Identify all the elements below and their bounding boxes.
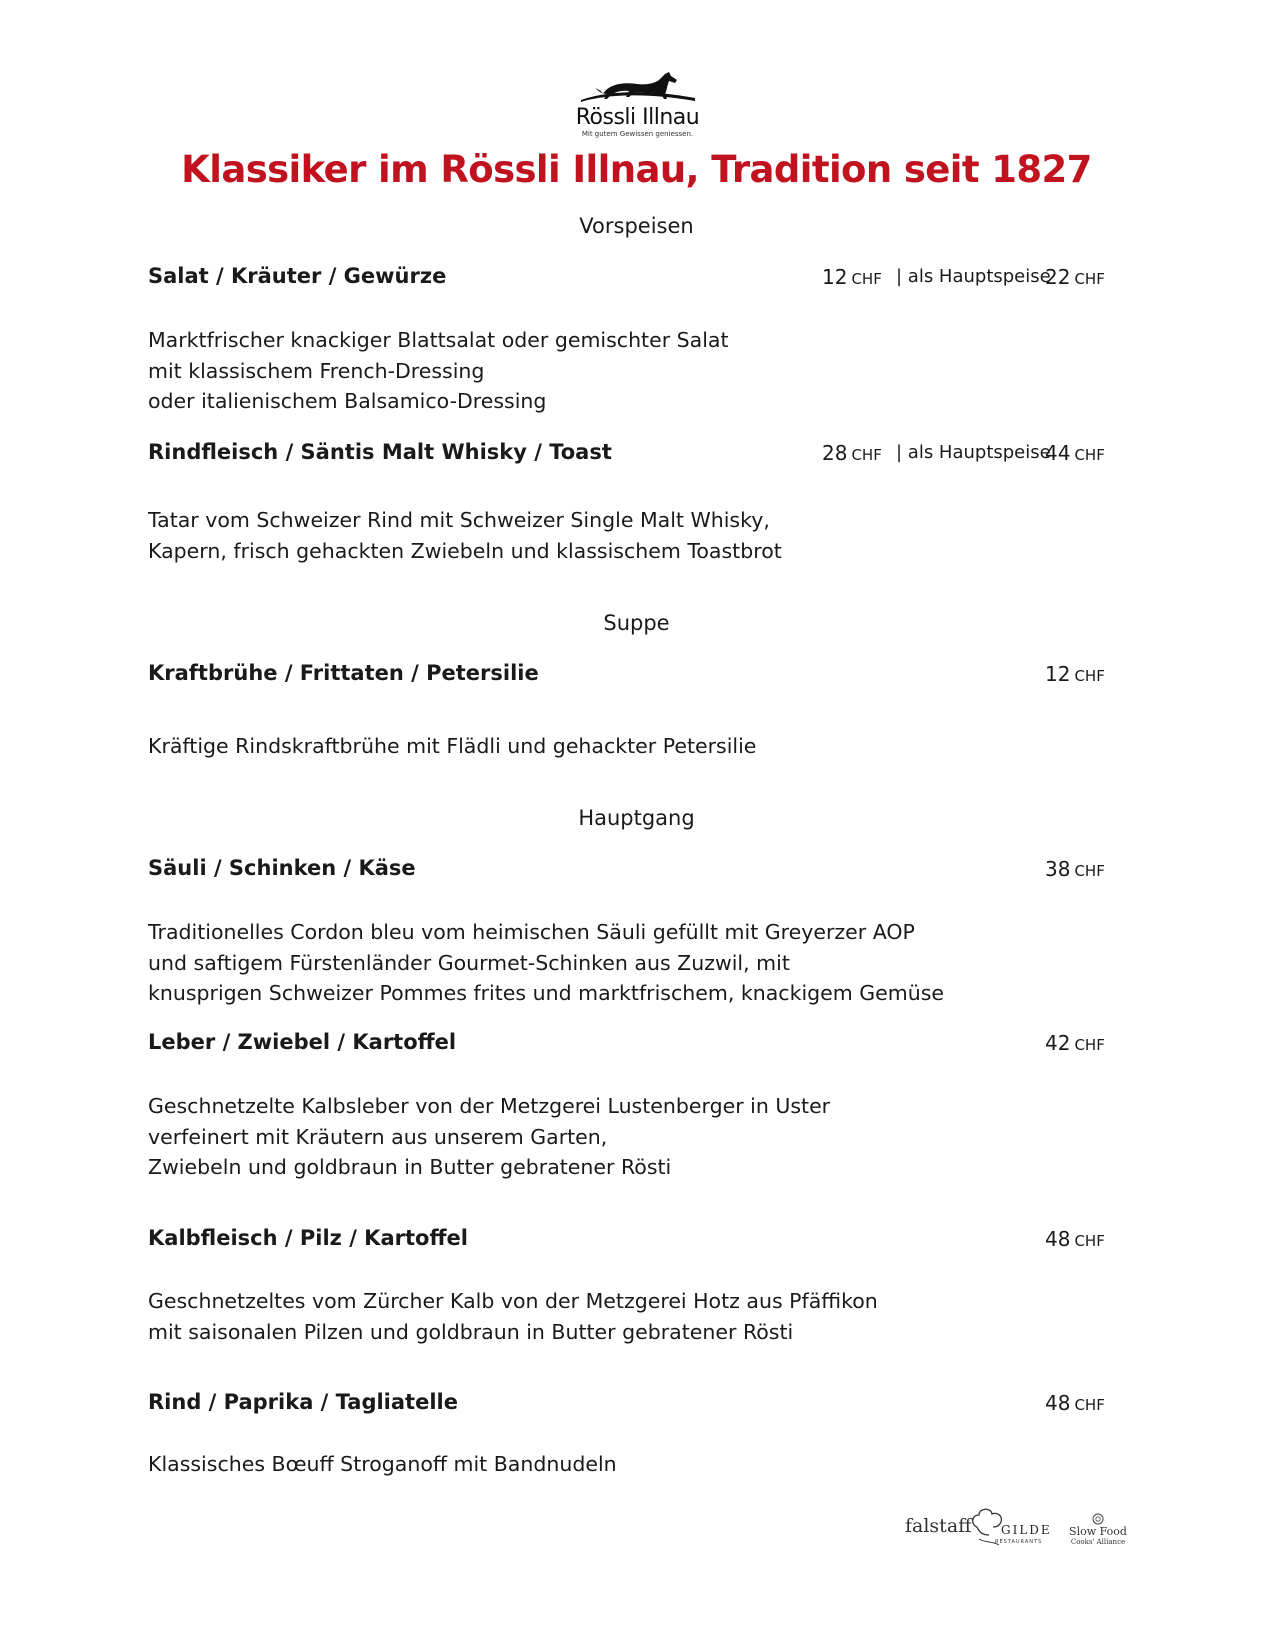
logo-tagline: Mit gutem Gewissen geniessen. [581,130,694,138]
slowfood-text: Slow Food [1069,1525,1127,1538]
dish-description [148,731,756,762]
partner-badges [905,1505,1130,1555]
price-value: 48 [1045,1391,1071,1415]
dish-description [148,1286,878,1347]
description-line: oder italienischem Balsamico-Dressing [148,389,547,413]
description-line: Zwiebeln und goldbraun in Butter gebratener Rösti [148,1155,672,1179]
dish-price [1045,662,1105,686]
section-heading-vorspeisen: Vorspeisen [579,214,694,238]
dish-price [822,265,882,289]
description-line: Traditionelles Cordon bleu vom heimischen Säuli gefüllt mit Greyerzer AOP [148,920,915,944]
gilde-logo [971,1505,1057,1553]
dish-title: Leber / Zwiebel / Kartoffel [148,1030,457,1054]
main-course-label: | als Hauptspeise [896,442,1051,463]
main-course-price [1045,441,1105,465]
dish-title: Säuli / Schinken / Käse [148,856,416,880]
description-line: mit saisonalen Pilzen und goldbraun in Butter gebratener Rösti [148,1319,794,1344]
dish-title: Salat / Kräuter / Gewürze [148,264,447,288]
currency-label: CHF [1074,270,1105,288]
currency-label: CHF [851,270,882,288]
dish-price [1045,1391,1105,1415]
description-line: Kapern, frisch gehackten Zwiebeln und klassischem Toastbrot [148,538,782,563]
snail-icon [1091,1513,1105,1525]
horse-icon [573,70,703,108]
currency-label: CHF [1074,667,1105,685]
price-value: 48 [1045,1227,1071,1251]
dish-description [148,505,782,566]
description-line: Geschnetzeltes vom Zürcher Kalb von der Metzgerei Hotz aus Pfäffikon [148,1289,878,1313]
dish-description [148,325,729,417]
price-value: 42 [1045,1031,1071,1055]
dish-price [1045,857,1105,881]
currency-label: CHF [1074,446,1105,464]
description-line: Klassisches Bœuff Stroganoff mit Bandnudeln [148,1452,617,1476]
main-course-price [1045,265,1105,289]
restaurant-logo [570,70,705,139]
gilde-text: GILDE [1001,1523,1052,1537]
section-heading-hauptgang: Hauptgang [578,806,695,830]
falstaff-logo: falstaff [905,1515,972,1537]
price-value: 28 [822,441,848,465]
dish-price [822,441,882,465]
section-heading-suppe: Suppe [603,611,670,635]
main-course-label: | als Hauptspeise [896,266,1051,287]
price-value: 44 [1045,441,1071,465]
description-line: knusprigen Schweizer Pommes frites und marktfrischem, knackigem Gemüse [148,981,944,1005]
dish-price [1045,1031,1105,1055]
gilde-subtext: RESTAURANTS [995,1539,1043,1545]
description-line: verfeinert mit Kräutern aus unserem Garten, [148,1124,608,1149]
dish-description [148,1091,830,1183]
currency-label: CHF [1074,1232,1105,1250]
description-line: mit klassischem French-Dressing [148,358,485,383]
description-line: Kräftige Rindskraftbrühe mit Flädli und gehackter Petersilie [148,734,757,758]
currency-label: CHF [1074,1396,1105,1414]
logo-name: Rössli Illnau [575,105,700,130]
description-line: und saftigem Fürstenländer Gourmet-Schinken aus Zuzwil, mit [148,950,790,975]
dish-title: Rind / Paprika / Tagliatelle [148,1390,458,1414]
dish-title: Kraftbrühe / Frittaten / Petersilie [148,661,539,685]
slowfood-logo [1065,1511,1131,1546]
slowfood-subtext: Cooks' Alliance [1070,1538,1126,1546]
description-line: Geschnetzelte Kalbsleber von der Metzgerei Lustenberger in Uster [148,1094,831,1118]
price-value: 12 [822,265,848,289]
dish-price [1045,1227,1105,1251]
price-value: 38 [1045,857,1071,881]
price-value: 22 [1045,265,1071,289]
price-value: 12 [1045,662,1071,686]
dish-title: Kalbfleisch / Pilz / Kartoffel [148,1226,468,1250]
page-title: Klassiker im Rössli Illnau, Tradition seit 1827 [181,148,1092,191]
currency-label: CHF [1074,1036,1105,1054]
description-line: Marktfrischer knackiger Blattsalat oder gemischter Salat [148,328,729,352]
dish-description [148,917,944,1009]
dish-description [148,1449,617,1480]
dish-title: Rindfleisch / Säntis Malt Whisky / Toast [148,440,612,464]
currency-label: CHF [1074,862,1105,880]
currency-label: CHF [851,446,882,464]
description-line: Tatar vom Schweizer Rind mit Schweizer Single Malt Whisky, [148,508,770,532]
